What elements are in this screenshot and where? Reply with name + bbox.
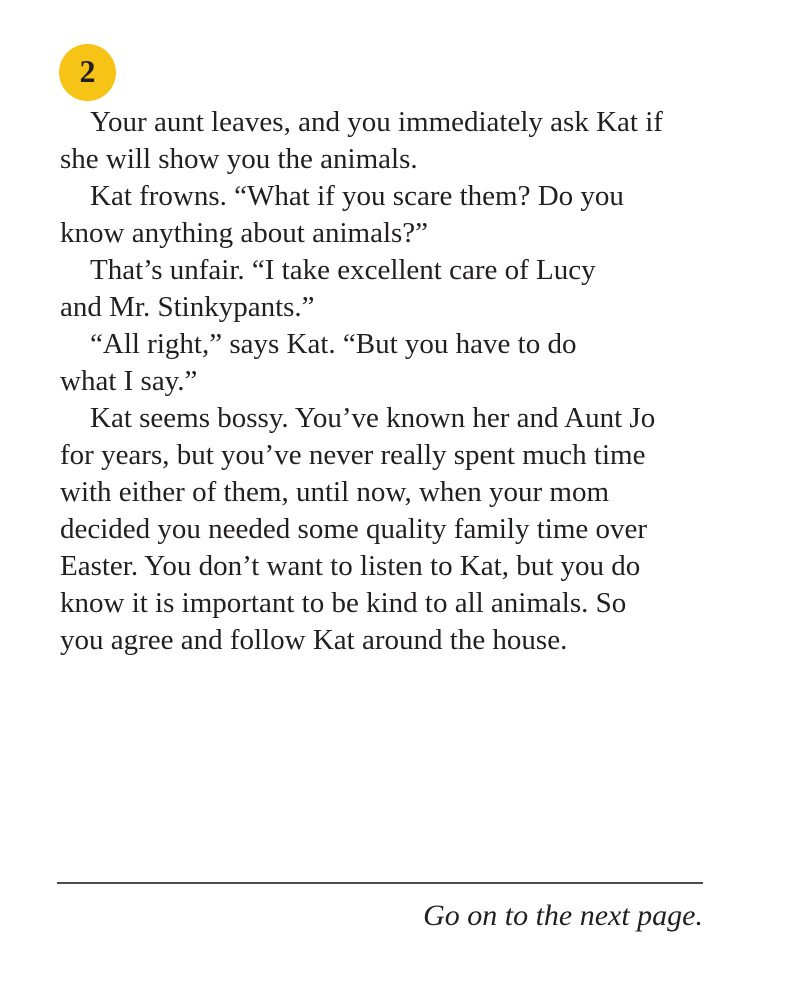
story-line: for years, but you’ve never really spent much time xyxy=(60,439,646,471)
story-text xyxy=(60,104,728,659)
go-on-instruction: Go on to the next page. xyxy=(423,899,703,932)
story-paragraph xyxy=(60,178,728,252)
story-line: know it is important to be kind to all animals. So xyxy=(60,587,627,619)
story-line: That’s unfair. “I take excellent care of Lucy xyxy=(90,254,596,286)
story-line: “All right,” says Kat. “But you have to do xyxy=(90,328,577,360)
story-line: with either of them, until now, when your mom xyxy=(60,476,610,508)
story-line: Easter. You don’t want to listen to Kat, but you do xyxy=(60,550,641,582)
footer-divider xyxy=(57,882,703,884)
story-paragraph xyxy=(60,252,728,326)
story-paragraph xyxy=(60,400,728,659)
story-line: you agree and follow Kat around the house. xyxy=(60,624,568,656)
page-number-badge xyxy=(59,44,116,101)
story-line: what I say.” xyxy=(60,365,198,397)
story-line: decided you needed some quality family time over xyxy=(60,513,648,545)
story-line: Your aunt leaves, and you immediately ask Kat if xyxy=(90,106,663,138)
story-line: know anything about animals?” xyxy=(60,217,429,249)
story-paragraph xyxy=(60,326,728,400)
story-line: she will show you the animals. xyxy=(60,143,418,175)
story-line: Kat frowns. “What if you scare them? Do you xyxy=(90,180,624,212)
story-line: Kat seems bossy. You’ve known her and Aunt Jo xyxy=(90,402,656,434)
story-line: and Mr. Stinkypants.” xyxy=(60,291,315,323)
story-paragraph xyxy=(60,104,728,178)
page-number: 2 xyxy=(79,53,96,89)
